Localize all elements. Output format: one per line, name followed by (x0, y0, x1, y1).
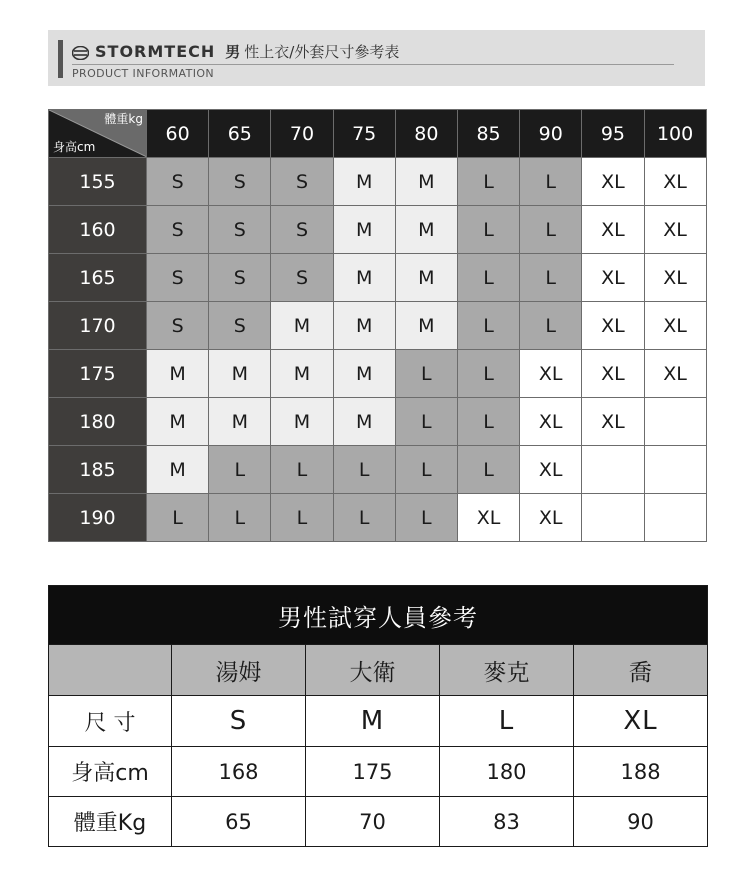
size-cell: S (147, 206, 209, 254)
size-cell: M (271, 302, 333, 350)
model-size: M (306, 696, 440, 747)
tryon-table (48, 585, 708, 847)
stormtech-logo-icon (72, 45, 89, 59)
size-cell: M (395, 206, 457, 254)
size-cell: L (395, 398, 457, 446)
model-size: L (440, 696, 574, 747)
model-name: 湯姆 (172, 645, 306, 696)
model-weight: 90 (574, 797, 708, 847)
size-cell: L (457, 206, 519, 254)
weight-header: 90 (520, 110, 582, 158)
size-cell: M (333, 302, 395, 350)
height-cell: 155 (49, 158, 147, 206)
size-cell: L (395, 446, 457, 494)
tryon-model-row (49, 645, 708, 696)
size-cell: L (520, 206, 582, 254)
tryon-height-row (49, 747, 708, 797)
title-rest-part: 性上衣/外套尺寸參考表 (244, 43, 400, 61)
size-cell: S (271, 206, 333, 254)
size-chart-corner (49, 110, 147, 158)
size-chart-row (49, 206, 707, 254)
size-cell: M (333, 158, 395, 206)
size-cell (644, 446, 706, 494)
header-title-line (72, 41, 399, 62)
weight-row-label: 體重Kg (49, 797, 172, 847)
size-cell: L (333, 494, 395, 542)
size-cell: L (209, 446, 271, 494)
size-cell: XL (644, 254, 706, 302)
height-cell: 190 (49, 494, 147, 542)
tryon-title: 男性試穿人員參考 (49, 586, 708, 645)
model-weight: 70 (306, 797, 440, 847)
size-cell: L (457, 254, 519, 302)
weight-header: 100 (644, 110, 706, 158)
model-name: 麥克 (440, 645, 574, 696)
weight-header: 85 (457, 110, 519, 158)
size-cell: XL (582, 206, 644, 254)
model-height: 175 (306, 747, 440, 797)
height-cell: 180 (49, 398, 147, 446)
size-cell: S (271, 158, 333, 206)
size-cell (582, 494, 644, 542)
size-cell: XL (582, 350, 644, 398)
model-size: XL (574, 696, 708, 747)
weight-header: 70 (271, 110, 333, 158)
size-cell: L (333, 446, 395, 494)
size-cell: L (271, 446, 333, 494)
tryon-empty-cell (49, 645, 172, 696)
size-cell: S (209, 302, 271, 350)
weight-header: 60 (147, 110, 209, 158)
size-cell: M (395, 158, 457, 206)
size-cell: L (209, 494, 271, 542)
size-chart-row (49, 446, 707, 494)
size-row-label: 尺 寸 (49, 696, 172, 747)
size-cell: M (271, 350, 333, 398)
size-cell: M (395, 254, 457, 302)
size-cell: M (395, 302, 457, 350)
size-cell: XL (520, 446, 582, 494)
size-cell: M (147, 446, 209, 494)
size-cell (644, 494, 706, 542)
height-cell: 185 (49, 446, 147, 494)
size-cell: L (520, 302, 582, 350)
size-chart-row (49, 254, 707, 302)
size-cell: L (520, 158, 582, 206)
height-axis-label: 身高cm (53, 140, 96, 154)
size-cell: S (147, 302, 209, 350)
weight-axis-label: 體重kg (104, 112, 143, 126)
size-cell: M (209, 398, 271, 446)
model-name: 喬 (574, 645, 708, 696)
size-cell: L (271, 494, 333, 542)
size-cell: S (147, 254, 209, 302)
height-cell: 160 (49, 206, 147, 254)
size-chart-row (49, 494, 707, 542)
size-chart-row (49, 158, 707, 206)
size-cell: XL (644, 302, 706, 350)
size-cell: XL (582, 302, 644, 350)
size-cell (582, 446, 644, 494)
height-cell: 175 (49, 350, 147, 398)
size-cell: S (209, 206, 271, 254)
size-cell: XL (457, 494, 519, 542)
model-height: 180 (440, 747, 574, 797)
size-cell: M (271, 398, 333, 446)
height-cell: 170 (49, 302, 147, 350)
size-cell: XL (582, 398, 644, 446)
size-cell: L (457, 446, 519, 494)
header-subtitle: PRODUCT INFORMATION (72, 67, 215, 80)
size-cell: M (333, 350, 395, 398)
model-weight: 83 (440, 797, 574, 847)
size-cell: XL (520, 398, 582, 446)
header-accent-bar (58, 40, 63, 78)
size-cell: XL (644, 350, 706, 398)
size-cell (644, 398, 706, 446)
tryon-weight-row (49, 797, 708, 847)
model-height: 168 (172, 747, 306, 797)
model-name: 大衛 (306, 645, 440, 696)
size-cell: L (395, 494, 457, 542)
size-chart-row (49, 398, 707, 446)
size-cell: M (333, 398, 395, 446)
size-cell: S (147, 158, 209, 206)
size-cell: L (147, 494, 209, 542)
size-cell: L (395, 350, 457, 398)
size-cell: L (457, 158, 519, 206)
size-cell: M (147, 350, 209, 398)
size-cell: L (457, 302, 519, 350)
header-divider (72, 64, 674, 65)
size-cell: L (457, 350, 519, 398)
size-chart-row (49, 350, 707, 398)
brand-name: STORMTECH (95, 42, 216, 61)
size-cell: L (457, 398, 519, 446)
size-chart-header-row (49, 110, 707, 158)
weight-header: 95 (582, 110, 644, 158)
size-cell: XL (582, 254, 644, 302)
size-cell: XL (644, 206, 706, 254)
model-height: 188 (574, 747, 708, 797)
size-cell: M (209, 350, 271, 398)
size-cell: S (271, 254, 333, 302)
size-cell: XL (644, 158, 706, 206)
size-cell: M (147, 398, 209, 446)
product-info-header (48, 30, 705, 86)
height-cell: 165 (49, 254, 147, 302)
size-cell: XL (520, 494, 582, 542)
weight-header: 80 (395, 110, 457, 158)
size-cell: M (333, 254, 395, 302)
height-row-label: 身高cm (49, 747, 172, 797)
model-size: S (172, 696, 306, 747)
size-chart-table (48, 109, 707, 542)
size-cell: XL (582, 158, 644, 206)
size-chart-row (49, 302, 707, 350)
size-cell: S (209, 158, 271, 206)
model-weight: 65 (172, 797, 306, 847)
weight-header: 65 (209, 110, 271, 158)
size-cell: S (209, 254, 271, 302)
size-cell: XL (520, 350, 582, 398)
size-cell: L (520, 254, 582, 302)
size-cell: M (333, 206, 395, 254)
weight-header: 75 (333, 110, 395, 158)
tryon-size-row (49, 696, 708, 747)
title-bold-part: 男 (225, 43, 241, 61)
